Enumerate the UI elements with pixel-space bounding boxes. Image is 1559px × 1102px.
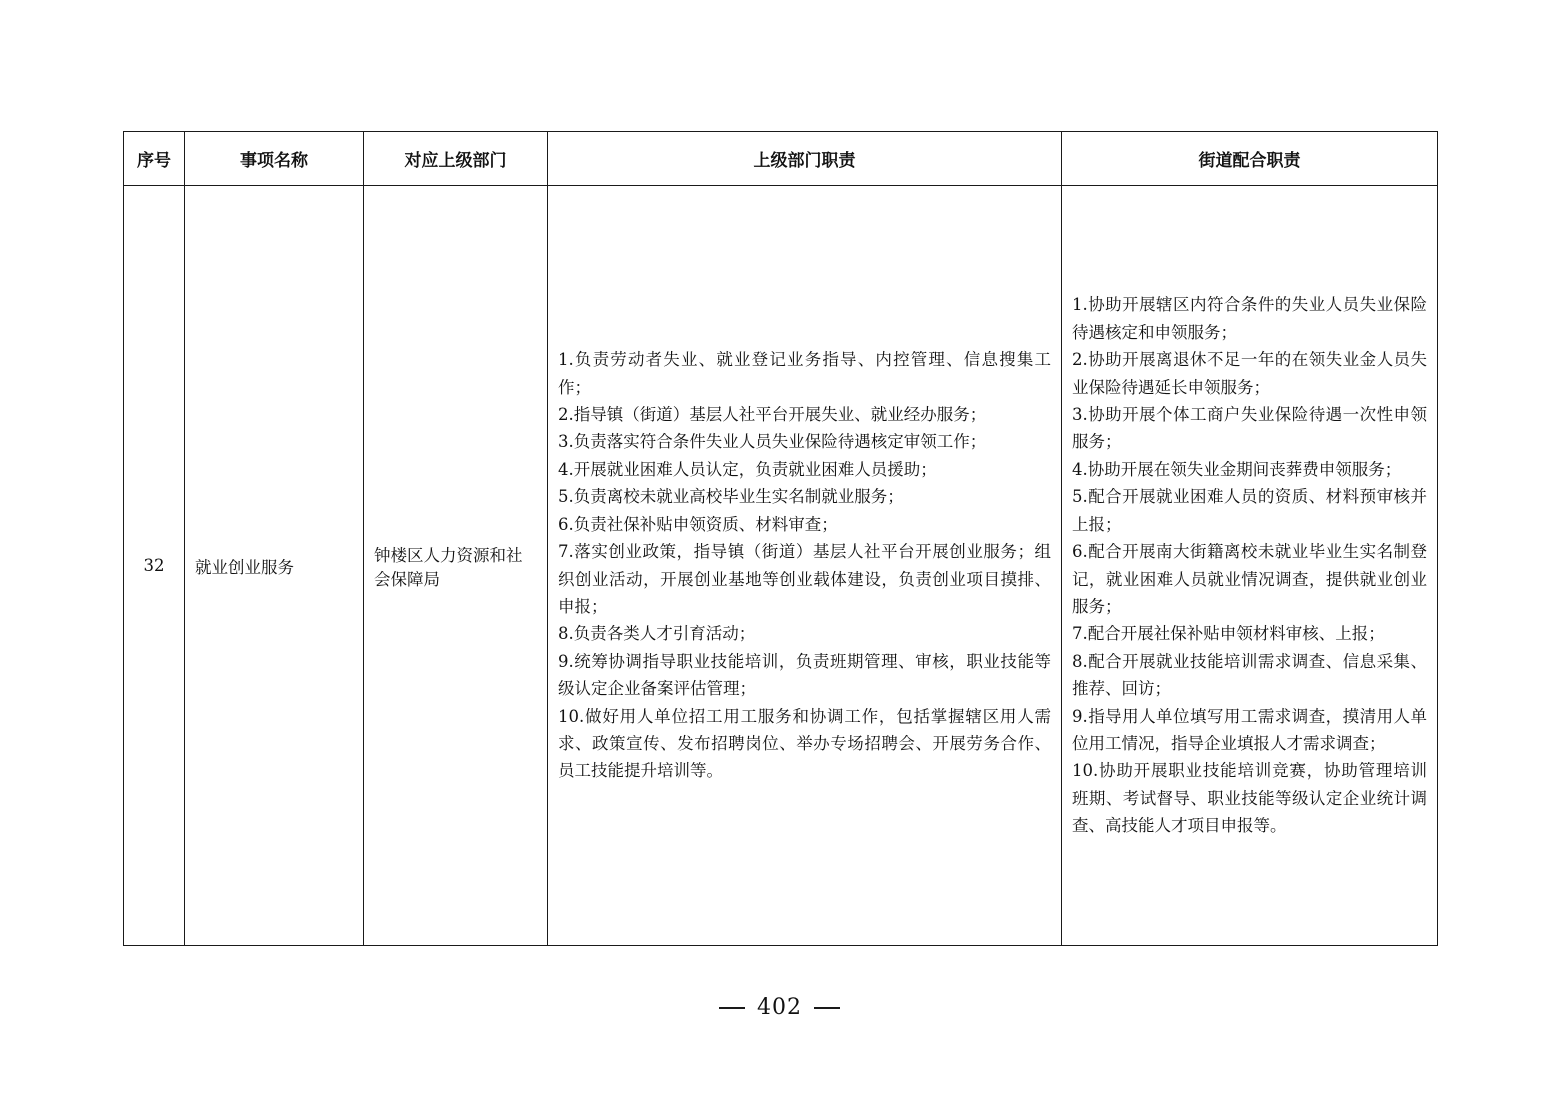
cell-item-name: 就业创业服务 <box>185 186 364 946</box>
header-street-duty: 街道配合职责 <box>1062 132 1438 186</box>
duty-list-item: 6.负责社保补贴申领资质、材料审查； <box>558 514 838 534</box>
duty-list-item: 8.负责各类人才引育活动； <box>558 624 756 644</box>
cell-department: 钟楼区人力资源和社会保障局 <box>364 186 548 946</box>
duty-list-item: 4.协助开展在领失业金期间丧葬费申领服务； <box>1072 459 1402 479</box>
header-item-name: 事项名称 <box>185 132 364 186</box>
header-no: 序号 <box>124 132 185 186</box>
street-duty-list <box>1072 291 1427 839</box>
duty-list-item: 6.配合开展南大街籍离校未就业毕业生实名制登记，就业困难人员就业情况调查，提供就业创业服务； <box>1072 542 1427 616</box>
duty-table <box>123 131 1438 946</box>
duty-list-item: 2.指导镇（街道）基层人社平台开展失业、就业经办服务； <box>558 405 987 425</box>
duty-list-item: 10.做好用人单位招工用工服务和协调工作，包括掌握辖区用人需求、政策宣传、发布招聘岗位、举办专场招聘会、开展劳务合作、员工技能提升培训等。 <box>558 706 1051 781</box>
duty-list-item: 5.负责离校未就业高校毕业生实名制就业服务； <box>558 487 904 507</box>
page-number-dash-left <box>719 1007 745 1009</box>
duty-list-item: 9.统筹协调指导职业技能培训，负责班期管理、审核，职业技能等级认定企业备案评估管理； <box>558 651 1051 699</box>
duty-list-item: 10.协助开展职业技能培训竞赛，协助管理培训班期、考试督导、职业技能等级认定企业统计调查、高技能人才项目申报等。 <box>1072 761 1427 836</box>
duty-list-item: 3.协助开展个体工商户失业保险待遇一次性申领服务； <box>1072 405 1427 452</box>
duty-list-item: 4.开展就业困难人员认定，负责就业困难人员援助； <box>558 459 937 479</box>
duty-list-item: 2.协助开展离退休不足一年的在领失业金人员失业保险待遇延长申领服务； <box>1072 350 1427 397</box>
cell-street-duty <box>1062 186 1438 946</box>
duty-list-item: 3.负责落实符合条件失业人员失业保险待遇核定审领工作； <box>558 432 987 452</box>
duty-list-item: 1.协助开展辖区内符合条件的失业人员失业保险待遇核定和申领服务； <box>1072 295 1427 342</box>
duty-list-item: 1.负责劳动者失业、就业登记业务指导、内控管理、信息搜集工作； <box>558 350 1051 397</box>
table-row <box>124 186 1438 946</box>
duty-list-item: 9.指导用人单位填写用工需求调查，摸清用人单位用工情况，指导企业填报人才需求调查； <box>1072 706 1427 753</box>
cell-no: 32 <box>124 186 185 946</box>
duty-list-item: 7.落实创业政策，指导镇（街道）基层人社平台开展创业服务；组织创业活动，开展创业基地等创业载体建设，负责创业项目摸排、申报； <box>558 542 1051 616</box>
page-number <box>0 995 1559 1020</box>
upper-duty-list <box>558 346 1051 785</box>
duty-list-item: 5.配合开展就业困难人员的资质、材料预审核并上报； <box>1072 487 1427 534</box>
page-number-value: 402 <box>757 995 802 1020</box>
table-header-row <box>124 132 1438 186</box>
cell-upper-duty <box>548 186 1062 946</box>
header-department: 对应上级部门 <box>364 132 548 186</box>
header-upper-duty: 上级部门职责 <box>548 132 1062 186</box>
page-number-dash-right <box>814 1007 840 1009</box>
duty-list-item: 7.配合开展社保补贴申领材料审核、上报； <box>1072 624 1385 644</box>
duty-list-item: 8.配合开展就业技能培训需求调查、信息采集、推荐、回访； <box>1072 651 1427 699</box>
